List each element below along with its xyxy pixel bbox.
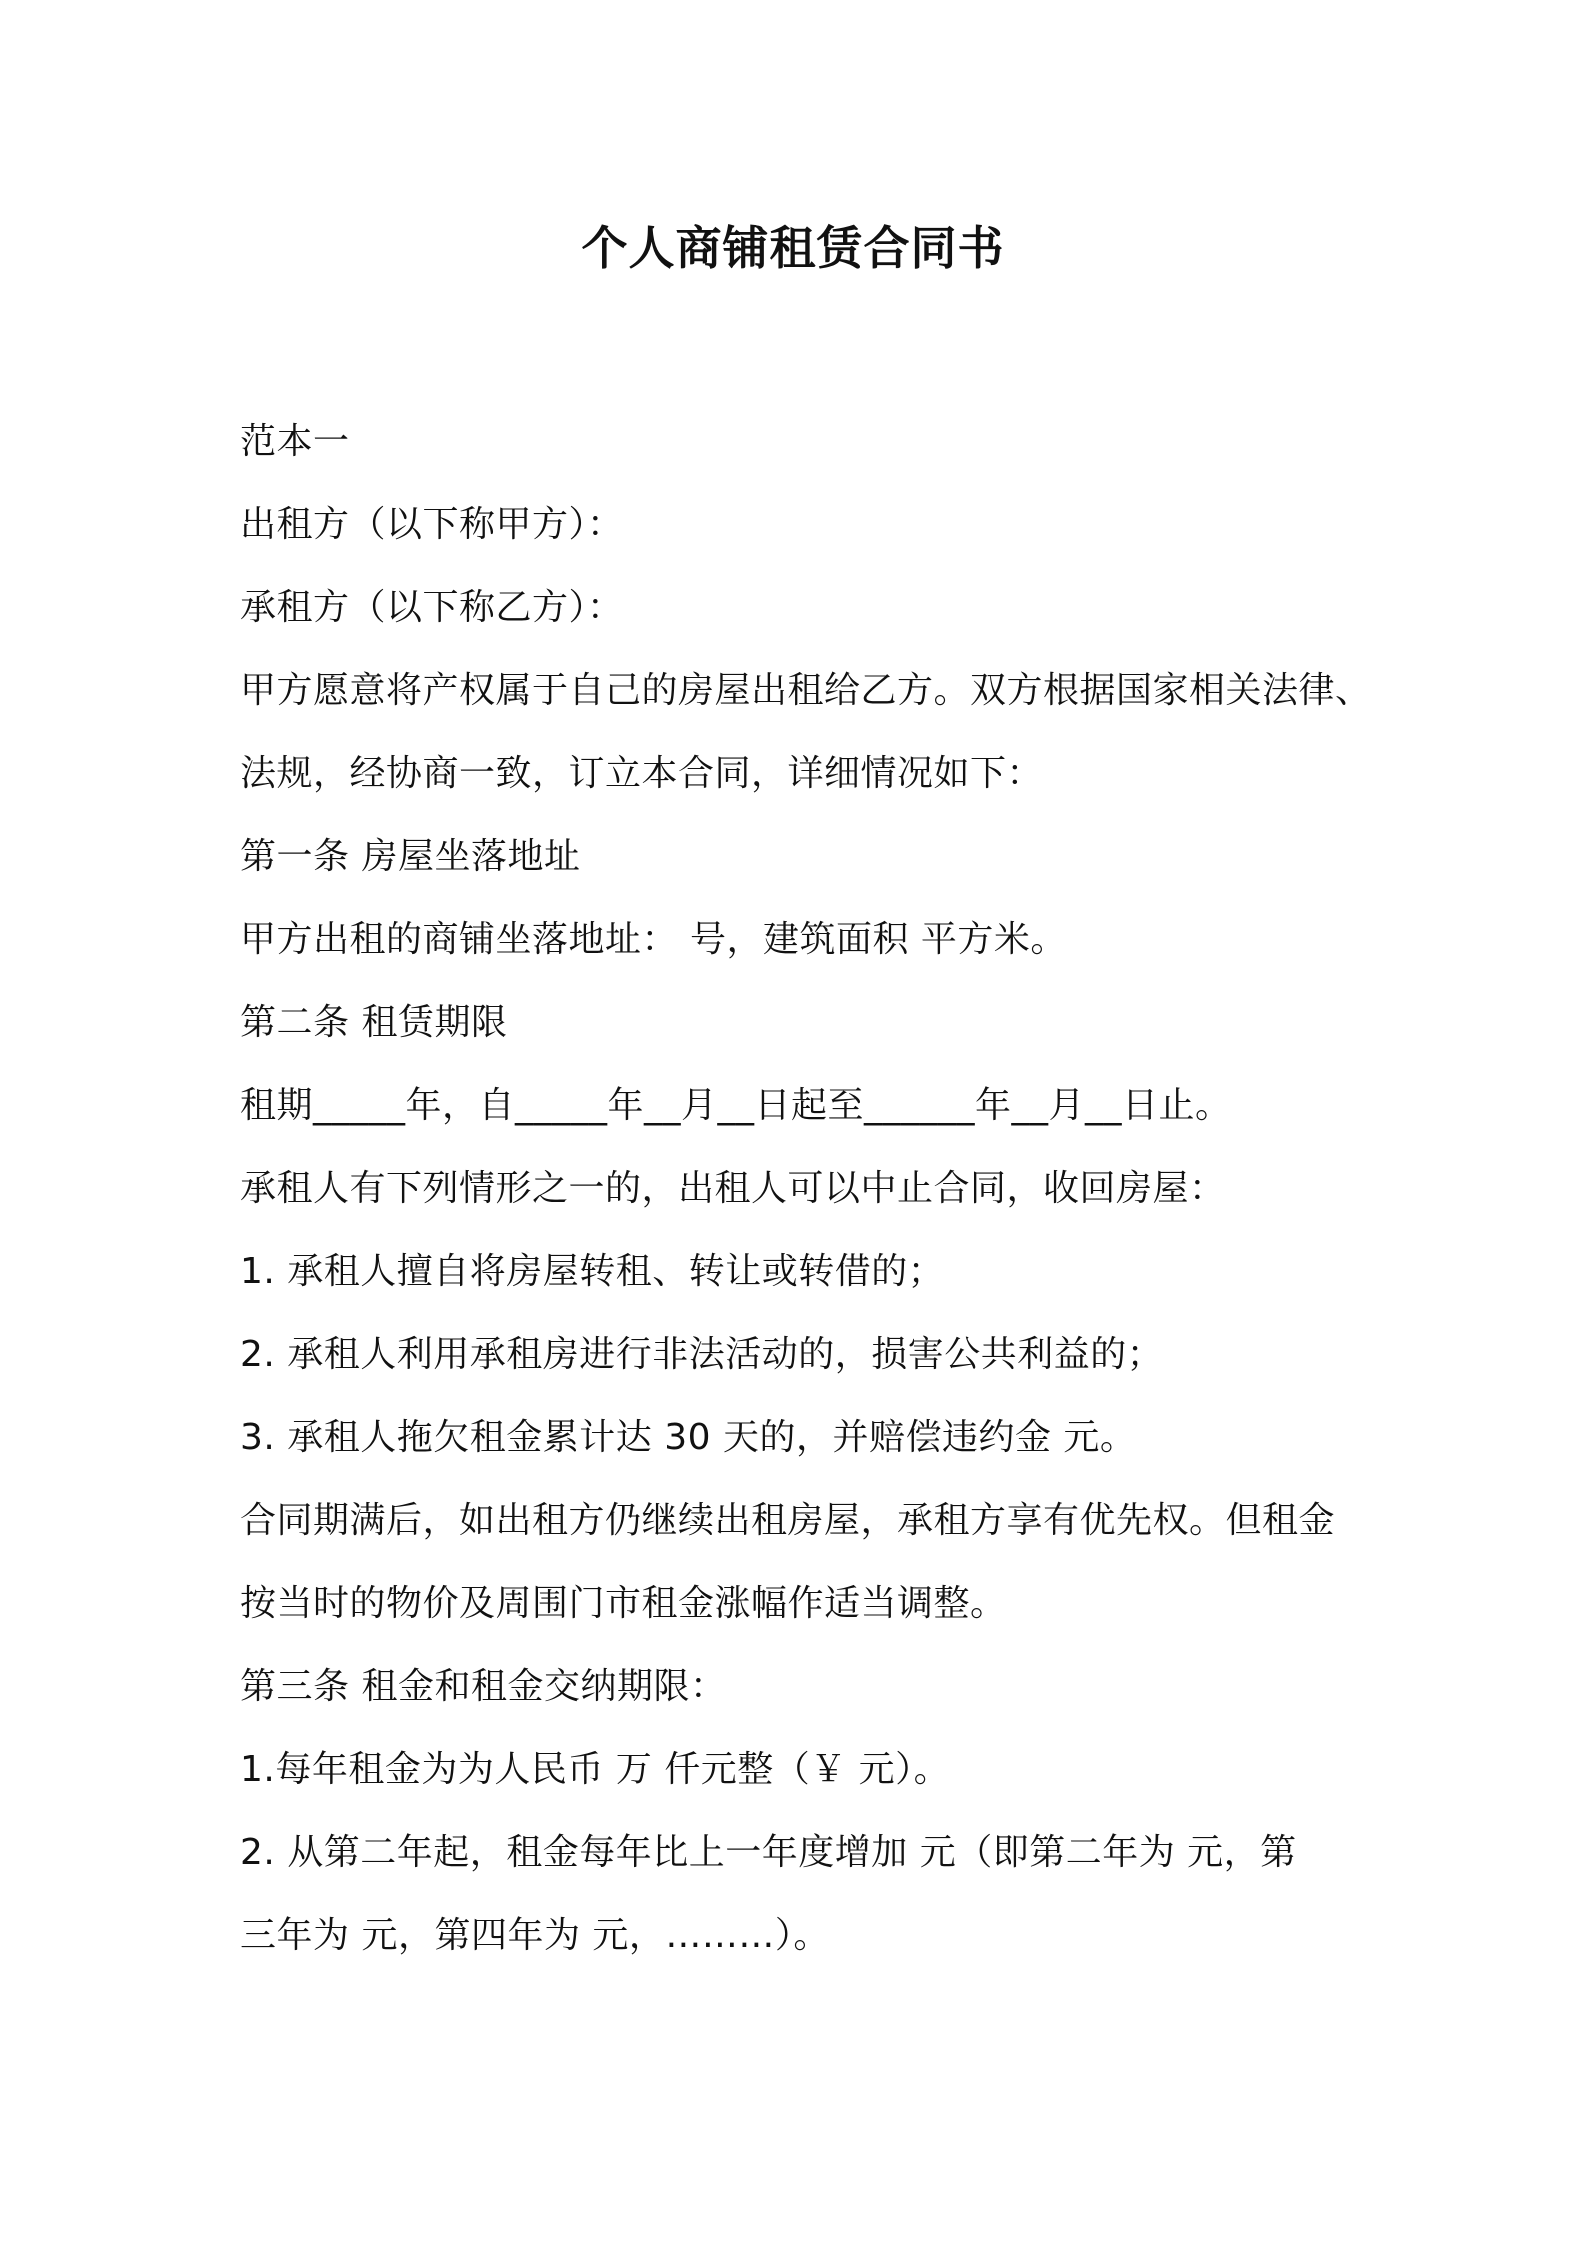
termination-conditions-intro: 承租人有下列情形之一的，出租人可以中止合同，收回房屋：: [240, 1168, 1226, 1209]
article-3-heading: 第三条 租金和租金交纳期限：: [240, 1666, 727, 1707]
renewal-paragraph-line-1: 合同期满后，如出租方仍继续出租房屋，承租方享有优先权。但租金: [240, 1500, 1336, 1541]
termination-condition-2: 2. 承租人利用承租房进行非法活动的，损害公共利益的；: [240, 1334, 1164, 1375]
document-title: 个人商铺租赁合同书: [581, 221, 1005, 275]
intro-paragraph-line-2: 法规，经协商一致，订立本合同，详细情况如下：: [240, 753, 1044, 794]
termination-condition-1: 1. 承租人擅自将房屋转租、转让或转借的；: [240, 1251, 945, 1292]
lessee-line: 承租方（以下称乙方）：: [240, 587, 624, 628]
lease-term-line: 租期_____年，自_____年__月__日起至______年__月__日止。: [240, 1085, 1232, 1126]
rent-clause-1: 1.每年租金为为人民币 万 仟元整（￥ 元）。: [240, 1749, 951, 1790]
renewal-paragraph-line-2: 按当时的物价及周围门市租金涨幅作适当调整。: [240, 1583, 1007, 1624]
sample-label: 范本一: [240, 421, 350, 462]
termination-condition-3: 3. 承租人拖欠租金累计达 30 天的，并赔偿违约金 元。: [240, 1417, 1137, 1458]
article-1-heading: 第一条 房屋坐落地址: [240, 836, 581, 877]
rent-clause-2-line-1: 2. 从第二年起，租金每年比上一年度增加 元（即第二年为 元，第: [240, 1832, 1297, 1873]
intro-paragraph-line-1: 甲方愿意将产权属于自己的房屋出租给乙方。双方根据国家相关法律、: [240, 670, 1372, 711]
rent-clause-2-line-2: 三年为 元，第四年为 元，………）。: [240, 1915, 830, 1956]
lessor-line: 出租方（以下称甲方）：: [240, 504, 624, 545]
article-2-heading: 第二条 租赁期限: [240, 1002, 508, 1043]
document-body: [240, 400, 1370, 1977]
article-1-address-line: 甲方出租的商铺坐落地址： 号，建筑面积 平方米。: [240, 919, 1067, 960]
